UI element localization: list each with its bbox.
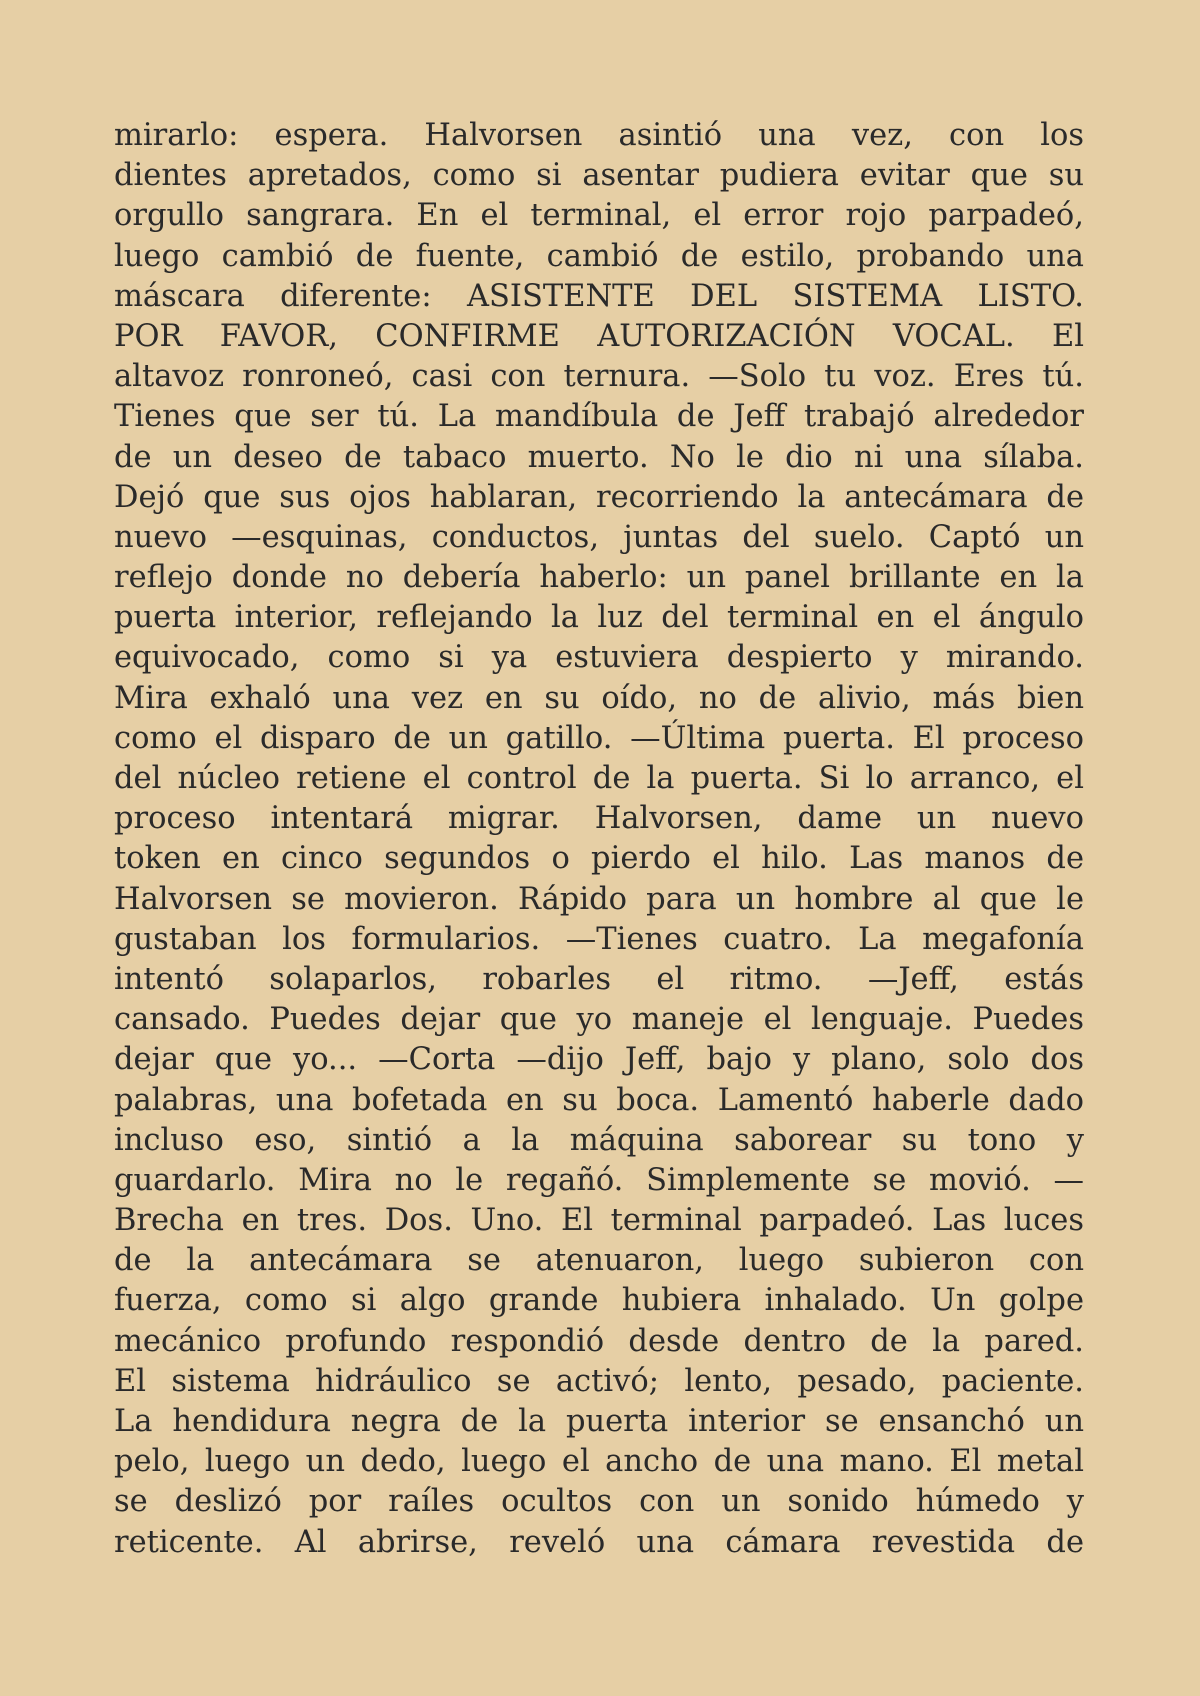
text-line: de la antecámara se atenuaron, luego subieron con	[114, 1243, 1084, 1279]
text-line: puerta interior, reflejando la luz del terminal en el ángulo	[114, 600, 1084, 636]
text-line: gustaban los formularios. —Tienes cuatro. La megafonía	[114, 921, 1084, 957]
text-line: La hendidura negra de la puerta interior se ensanchó un	[114, 1404, 1084, 1439]
text-line: El sistema hidráulico se activó; lento, pesado, paciente.	[114, 1363, 1084, 1399]
text-line: dejar que yo... —Corta —dijo Jeff, bajo y plano, solo dos	[114, 1042, 1084, 1078]
text-line: del núcleo retiene el control de la puerta. Si lo arranco, el	[114, 761, 1084, 796]
text-line: como el disparo de un gatillo. —Última puerta. El proceso	[114, 720, 1084, 756]
text-line: incluso eso, sintió a la máquina saborear su tono y	[114, 1122, 1084, 1158]
text-line: mecánico profundo respondió desde dentro de la pared.	[114, 1323, 1084, 1359]
text-line: nuevo —esquinas, conductos, juntas del suelo. Captó un	[114, 519, 1084, 555]
text-line: reflejo donde no debería haberlo: un panel brillante en la	[114, 560, 1084, 596]
text-line: de un deseo de tabaco muerto. No le dio ni una sílaba.	[114, 439, 1084, 475]
text-line: luego cambió de fuente, cambió de estilo, probando una	[114, 238, 1084, 274]
text-line: Mira exhaló una vez en su oído, no de alivio, más bien	[114, 680, 1084, 716]
text-line: orgullo sangrara. En el terminal, el error rojo parpadeó,	[114, 198, 1084, 234]
text-line: cansado. Puedes dejar que yo maneje el lenguaje. Puedes	[114, 1002, 1084, 1038]
text-line: fuerza, como si algo grande hubiera inhalado. Un golpe	[114, 1283, 1084, 1319]
body-text	[114, 116, 1084, 1563]
text-line: dientes apretados, como si asentar pudiera evitar que su	[114, 158, 1084, 194]
text-line: Dejó que sus ojos hablaran, recorriendo la antecámara de	[114, 479, 1084, 515]
text-line: token en cinco segundos o pierdo el hilo. Las manos de	[114, 841, 1084, 877]
text-line: Brecha en tres. Dos. Uno. El terminal parpadeó. Las luces	[114, 1203, 1084, 1239]
text-line: equivocado, como si ya estuviera despierto y mirando.	[114, 640, 1084, 676]
text-line: máscara diferente: ASISTENTE DEL SISTEMA LISTO.	[114, 278, 1084, 314]
text-line: intentó solaparlos, robarles el ritmo. —Jeff, estás	[114, 961, 1084, 997]
text-line: palabras, una bofetada en su boca. Lamentó haberle dado	[114, 1082, 1084, 1118]
text-line: pelo, luego un dedo, luego el ancho de una mano. El metal	[114, 1444, 1084, 1480]
text-line: altavoz ronroneó, casi con ternura. —Solo tu voz. Eres tú.	[114, 359, 1084, 395]
text-line: Halvorsen se movieron. Rápido para un hombre al que le	[114, 881, 1084, 917]
text-line: POR FAVOR, CONFIRME AUTORIZACIÓN VOCAL. El	[114, 318, 1084, 354]
text-line: Tienes que ser tú. La mandíbula de Jeff trabajó alrededor	[114, 399, 1084, 435]
text-line: reticente. Al abrirse, reveló una cámara revestida de	[114, 1524, 1084, 1560]
text-line: proceso intentará migrar. Halvorsen, dame un nuevo	[114, 801, 1084, 837]
text-line: guardarlo. Mira no le regañó. Simplemente se movió. —	[114, 1162, 1084, 1198]
text-line: se deslizó por raíles ocultos con un sonido húmedo y	[114, 1484, 1084, 1520]
text-line: mirarlo: espera. Halvorsen asintió una vez, con los	[114, 118, 1084, 153]
